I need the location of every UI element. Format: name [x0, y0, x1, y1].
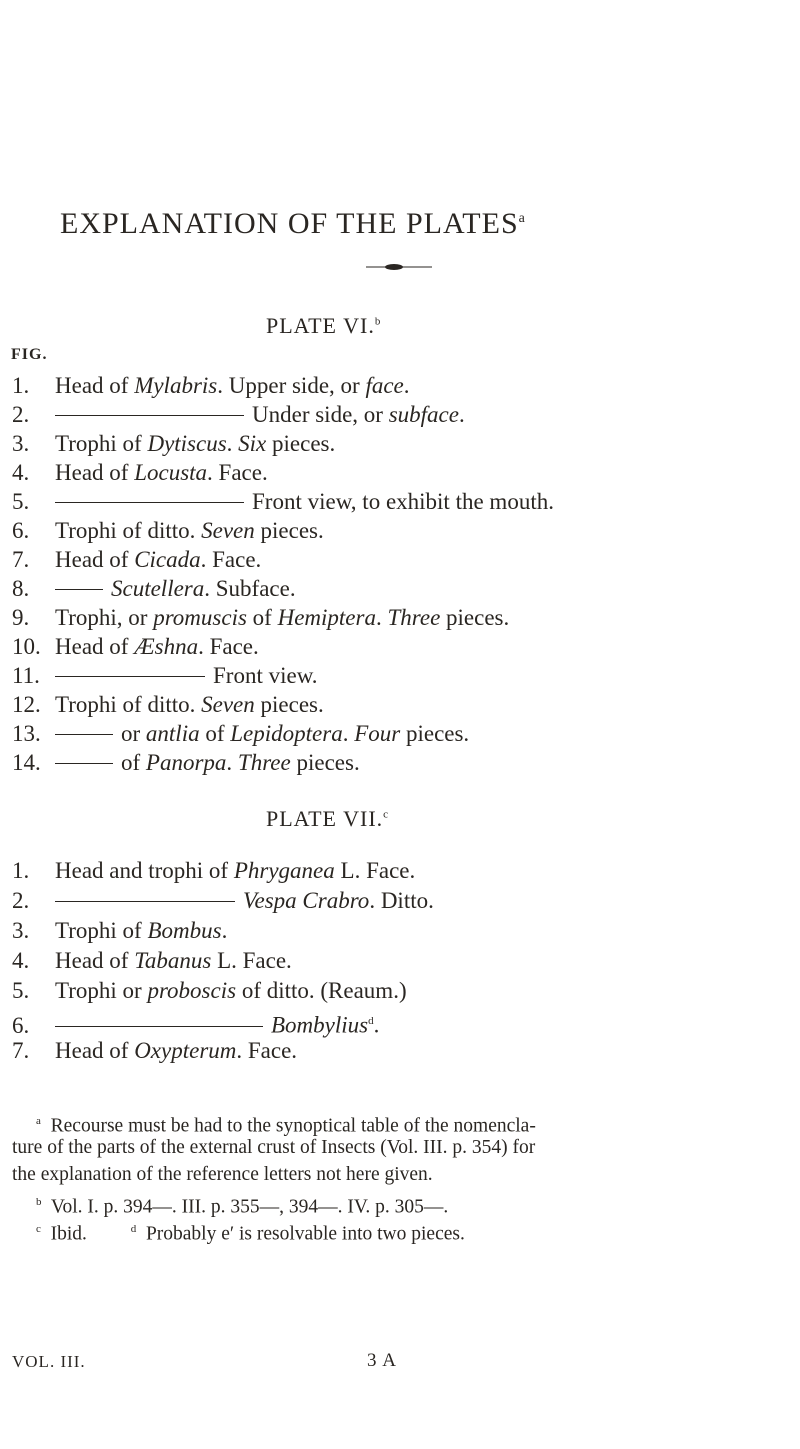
- plate-vii-fig-2: 2. Vespa Crabro. Ditto.: [12, 888, 434, 913]
- plate-vi-fig-12: 12. Trophi of ditto. Seven pieces.: [12, 692, 324, 717]
- footnote-b: $^b$ Vol. I. p. 394—. III. p. 355—, 394—. IV. p. 305—.: [36, 1196, 449, 1218]
- footnote-ref-b: b: [374, 315, 382, 328]
- signature-mark: 3 A: [367, 1350, 397, 1371]
- plate-vi-fig-6: 6. Trophi of ditto. Seven pieces.: [12, 518, 324, 543]
- plate-vi-fig-9: 9. Trophi, or promuscis of Hemiptera. Three pieces.: [12, 605, 510, 630]
- ditto-dash: [55, 1026, 263, 1027]
- footnote-mark-a: a: [36, 1115, 41, 1127]
- plate-vii-fig-1: 1. Head and trophi of Phryganea L. Face.: [12, 858, 416, 883]
- volume-label: VOL. III.: [12, 1352, 86, 1371]
- ornament-rule: [366, 263, 432, 271]
- fig-column-label: FIG.: [11, 346, 48, 363]
- footnote-ref-c: c: [383, 808, 390, 821]
- plate-vii-heading: PLATE VII.$^c$: [266, 806, 390, 831]
- footnote-c-d: $^c$ Ibid. $^d$ Probably e′ is resolvable into two pieces.: [36, 1223, 465, 1245]
- ditto-dash: [55, 589, 103, 590]
- plate-vi-fig-8: 8. Scutellera. Subface.: [12, 576, 296, 601]
- ditto-dash: [55, 901, 235, 902]
- page-title: EXPLANATION OF THE PLATES$^a$: [60, 207, 526, 240]
- plate-vii-fig-7: 7. Head of Oxypterum. Face.: [12, 1038, 298, 1063]
- footnote-a-line-1: $^a$ Recourse must be had to the synoptical table of the nomencla-: [36, 1115, 536, 1137]
- footnote-ref-d: d: [368, 1015, 374, 1027]
- ditto-dash: [55, 676, 205, 677]
- plate-vi-fig-4: 4. Head of Locusta. Face.: [12, 460, 268, 485]
- plate-vi-fig-13: 13. or antlia of Lepidoptera. Four pieces.: [12, 721, 470, 746]
- plate-vi-heading: PLATE VI.$^b$: [266, 313, 382, 338]
- plate-vi-fig-3: 3. Trophi of Dytiscus. Six pieces.: [12, 431, 336, 456]
- plate-vii-fig-6: 6. Bombylius$^d$.: [12, 1012, 380, 1038]
- ditto-dash: [55, 734, 113, 735]
- footnote-mark-b: b: [36, 1196, 42, 1208]
- footnote-a-line-2: ture of the parts of the external crust of Insects (Vol. III. p. 354) for: [12, 1137, 536, 1158]
- plate-vii-fig-5: 5. Trophi or proboscis of ditto. (Reaum.): [12, 978, 407, 1003]
- plate-vii-fig-4: 4. Head of Tabanus L. Face.: [12, 948, 292, 973]
- ditto-dash: [55, 415, 244, 416]
- plate-vi-fig-2: 2. Under side, or subface.: [12, 402, 465, 427]
- plate-vi-fig-1: 1. Head of Mylabris. Upper side, or face.: [12, 373, 410, 398]
- plate-vi-fig-14: 14. of Panorpa. Three pieces.: [12, 750, 360, 775]
- footnote-mark-d: d: [130, 1223, 137, 1235]
- footnote-ref-a: a: [518, 211, 526, 226]
- plate-vi-fig-7: 7. Head of Cicada. Face.: [12, 547, 262, 572]
- plate-vii-fig-3: 3. Trophi of Bombus.: [12, 918, 228, 943]
- footnote-mark-c: c: [36, 1223, 41, 1235]
- plate-vi-fig-10: 10. Head of Æshna. Face.: [12, 634, 259, 659]
- plate-vi-fig-5: 5. Front view, to exhibit the mouth.: [12, 489, 554, 514]
- plate-vi-fig-11: 11. Front view.: [12, 663, 318, 688]
- ditto-dash: [55, 763, 113, 764]
- ditto-dash: [55, 502, 244, 503]
- footnote-a-line-3: the explanation of the reference letters not here given.: [12, 1164, 433, 1185]
